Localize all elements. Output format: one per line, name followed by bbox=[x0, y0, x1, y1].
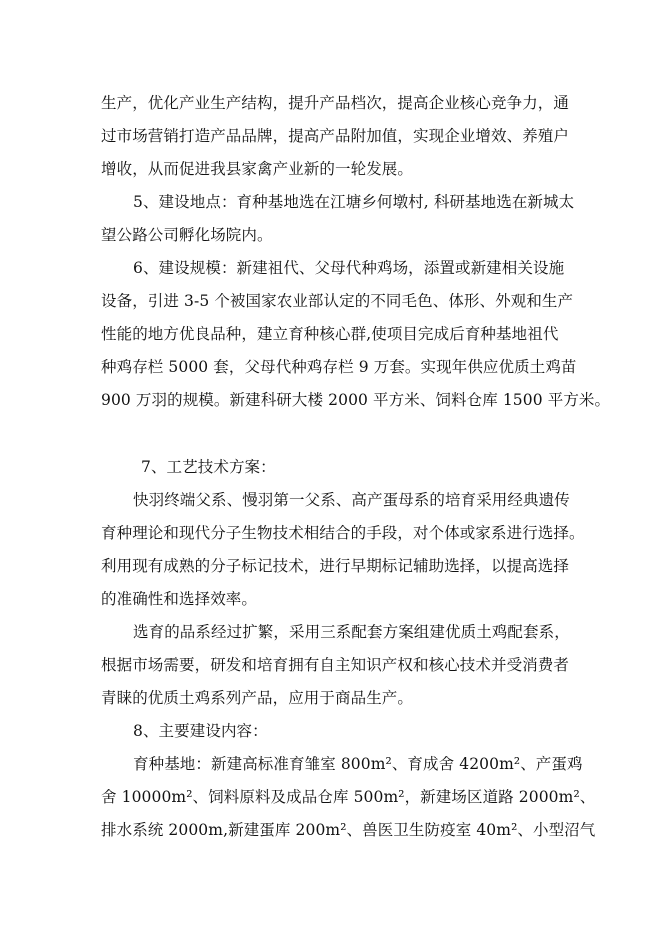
section-heading: 8、主要建设内容： bbox=[133, 722, 268, 740]
text-line: 的准确性和选择效率。 bbox=[101, 590, 258, 608]
text-line: 望公路公司孵化场院内。 bbox=[101, 226, 273, 244]
text-line: 舍 10000m²、饲料原料及成品仓库 500m²，新建场区道路 2000m²、 bbox=[101, 788, 596, 806]
text-line: 根据市场需要，研发和培育拥有自主知识产权和核心技术并受消费者 bbox=[101, 656, 570, 674]
text-line: 900 万羽的规模。新建科研大楼 2000 平方米、饲料仓库 1500 平方米。 bbox=[101, 391, 611, 409]
text-line: 快羽终端父系、慢羽第一父系、高产蛋母系的培育采用经典遗传 bbox=[133, 491, 570, 509]
text-line: 设备，引进 3-5 个被国家农业部认定的不同毛色、体形、外观和生产 bbox=[101, 292, 574, 310]
text-line: 排水系统 2000m,新建蛋库 200m²、兽医卫生防疫室 40m²、小型沼气 bbox=[101, 821, 596, 839]
text-line: 种鸡存栏 5000 套，父母代种鸡存栏 9 万套。实现年供应优质土鸡苗 bbox=[101, 358, 577, 376]
text-line: 过市场营销打造产品品牌，提高产品附加值，实现企业增效、养殖户 bbox=[101, 127, 570, 145]
text-line: 5、建设地点：育种基地选在江塘乡何墩村, 科研基地选在新城太 bbox=[133, 193, 575, 211]
text-line: 生产，优化产业生产结构，提升产品档次，提高企业核心竞争力，通 bbox=[101, 94, 570, 112]
text-line: 性能的地方优良品种，建立育种核心群,使项目完成后育种基地祖代 bbox=[101, 325, 559, 343]
text-line: 增收，从而促进我县家禽产业新的一轮发展。 bbox=[101, 160, 414, 178]
text-line: 选育的品系经过扩繁，采用三系配套方案组建优质土鸡配套系， bbox=[133, 623, 570, 641]
text-line: 育种基地：新建高标准育雏室 800m²、育成舍 4200m²、产蛋鸡 bbox=[133, 755, 583, 773]
text-line: 利用现有成熟的分子标记技术，进行早期标记辅助选择，以提高选择 bbox=[101, 557, 570, 575]
text-line: 育种理论和现代分子生物技术相结合的手段，对个体或家系进行选择。 bbox=[101, 524, 585, 542]
text-line: 青睐的优质土鸡系列产品，应用于商品生产。 bbox=[101, 689, 414, 707]
section-heading: 7、工艺技术方案： bbox=[141, 458, 276, 476]
text-line: 6、建设规模：新建祖代、父母代种鸡场，添置或新建相关设施 bbox=[133, 259, 565, 277]
